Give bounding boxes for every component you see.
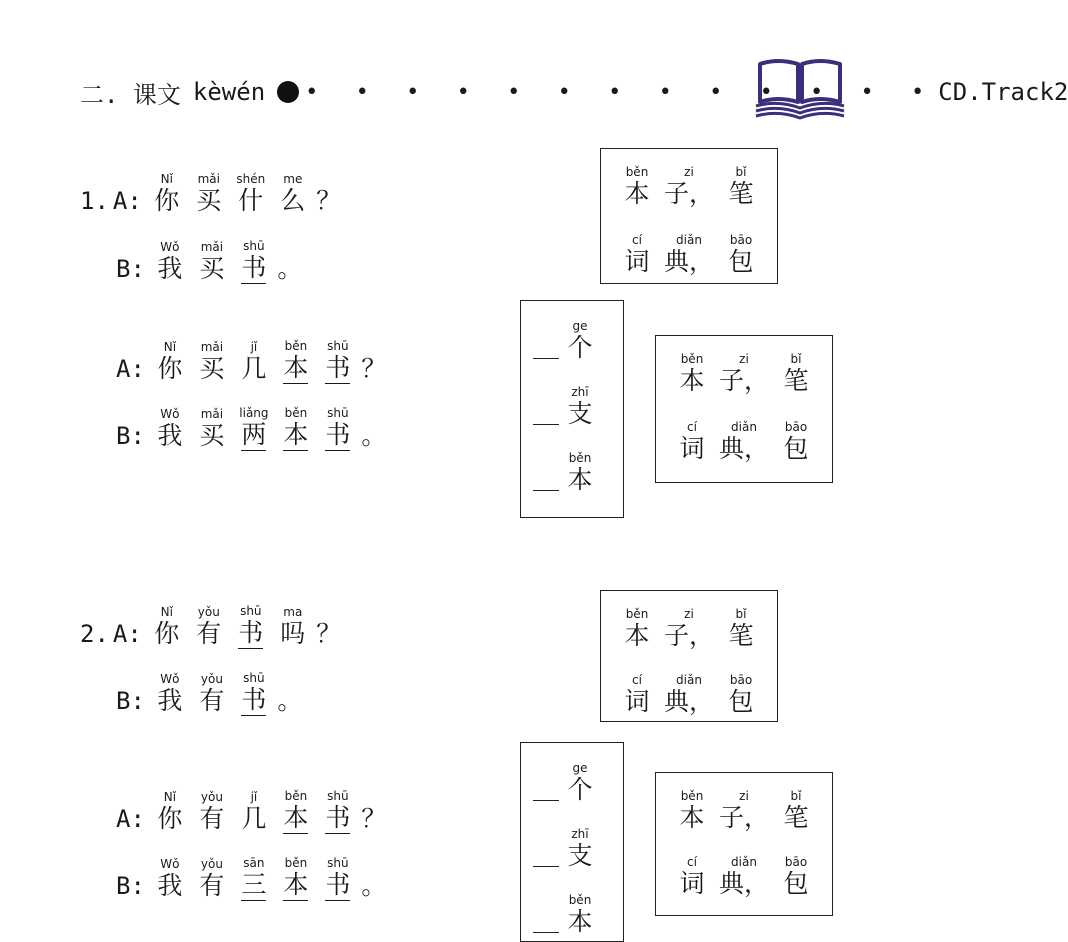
word-cell: cí 词: [624, 233, 650, 276]
char-cell: Wǒ 我: [157, 407, 183, 450]
word-cell: bāo 包: [728, 673, 754, 716]
dotted-leader: • • • • • • • • • • • • •: [305, 79, 937, 105]
dialogue-2-line-4: [116, 853, 389, 901]
measure-word-cell: běn 本: [567, 451, 593, 494]
blank-line: [533, 424, 559, 425]
word-cell: bǐ 笔: [728, 165, 754, 208]
blank-line: [533, 800, 559, 801]
word-cell: zi 子，: [664, 165, 715, 208]
punct-cell: 。: [277, 254, 303, 283]
blank-line: [533, 490, 559, 491]
dialogue-1-line-4: [116, 403, 389, 451]
char-cell: mǎi 买: [196, 172, 222, 215]
word-cell: cí 词: [679, 855, 705, 898]
bullet-icon: [277, 81, 299, 103]
word-cell: zi 子，: [664, 607, 715, 650]
open-book-icon: [752, 56, 848, 124]
speaker-label: A:: [112, 187, 142, 215]
word-cell: bǐ 笔: [783, 789, 809, 832]
char-cell: yǒu 有: [199, 790, 225, 833]
underlined-char-cell: liǎng 两: [239, 406, 269, 449]
word-cell: bǐ 笔: [728, 607, 754, 650]
underlined-char-cell: shū 书: [325, 856, 351, 899]
word-cell: zi 子，: [719, 352, 770, 395]
speaker-label: B:: [116, 872, 145, 900]
dialogue-2-line-2: [116, 668, 305, 716]
dialogue-1-line-2: [116, 236, 305, 284]
punct-cell: 。: [361, 421, 387, 450]
dialogue-number: 2.: [80, 620, 109, 648]
measure-word-cell: ge 个: [567, 761, 593, 804]
underlined-char-cell: běn 本: [283, 339, 309, 382]
word-cell: diǎn 典，: [719, 855, 770, 898]
underlined-char-cell: sān 三: [241, 856, 267, 899]
char-cell: jǐ 几: [241, 790, 267, 833]
punct-cell: ？: [316, 619, 342, 648]
dialogue-1-line-3: [116, 336, 389, 384]
measure-word-cell: běn 本: [567, 893, 593, 936]
section-title-pinyin: kèwén: [192, 78, 266, 106]
word-box: [655, 772, 833, 916]
word-cell: diǎn 典，: [664, 233, 715, 276]
word-cell: diǎn 典，: [664, 673, 715, 716]
word-cell: běn 本: [679, 352, 705, 395]
word-cell: běn 本: [679, 789, 705, 832]
measure-word-cell: zhī 支: [567, 385, 593, 428]
word-cell: běn 本: [624, 165, 650, 208]
underlined-char-cell: shū 书: [325, 789, 351, 832]
word-cell: cí 词: [679, 420, 705, 463]
dialogue-2-line-1: [80, 601, 344, 649]
blank-line: [533, 358, 559, 359]
section-title: 二. 课文: [80, 80, 181, 109]
underlined-char-cell: shū 书: [241, 239, 267, 282]
measure-word-cell: zhī 支: [567, 827, 593, 870]
measure-word-cell: ge 个: [567, 319, 593, 362]
word-cell: diǎn 典，: [719, 420, 770, 463]
char-cell: Nǐ 你: [154, 172, 180, 215]
underlined-char-cell: shū 书: [325, 339, 351, 382]
word-box: [655, 335, 833, 483]
measure-word-box: [520, 300, 624, 518]
word-cell: bāo 包: [783, 420, 809, 463]
blank-line: [533, 932, 559, 933]
char-cell: ma 吗: [280, 605, 306, 648]
word-cell: bǐ 笔: [783, 352, 809, 395]
char-cell: Nǐ 你: [157, 790, 183, 833]
underlined-char-cell: shū 书: [325, 406, 351, 449]
word-box: [600, 148, 778, 284]
underlined-char-cell: shū 书: [238, 604, 264, 647]
word-cell: cí 词: [624, 673, 650, 716]
measure-word-box: [520, 742, 624, 942]
underlined-char-cell: běn 本: [283, 789, 309, 832]
speaker-label: A:: [116, 355, 145, 383]
dialogue-1-line-1: [80, 168, 344, 216]
word-cell: zi 子，: [719, 789, 770, 832]
char-cell: me 么: [280, 172, 306, 215]
speaker-label: B:: [116, 255, 145, 283]
char-cell: jǐ 几: [241, 340, 267, 383]
underlined-char-cell: běn 本: [283, 856, 309, 899]
word-box: [600, 590, 778, 722]
dialogue-2-line-3: [116, 786, 389, 834]
char-cell: yǒu 有: [196, 605, 222, 648]
speaker-label: A:: [116, 805, 145, 833]
section-header: [80, 74, 1068, 110]
underlined-char-cell: běn 本: [283, 406, 309, 449]
char-cell: yǒu 有: [199, 857, 225, 900]
char-cell: mǎi 买: [199, 340, 225, 383]
char-cell: shén 什: [236, 172, 266, 215]
punct-cell: ？: [361, 804, 387, 833]
char-cell: yǒu 有: [199, 672, 225, 715]
speaker-label: B:: [116, 687, 145, 715]
speaker-label: A:: [112, 620, 142, 648]
punct-cell: ？: [316, 186, 342, 215]
char-cell: Wǒ 我: [157, 240, 183, 283]
speaker-label: B:: [116, 422, 145, 450]
char-cell: mǎi 买: [199, 240, 225, 283]
dialogue-number: 1.: [80, 187, 109, 215]
char-cell: Wǒ 我: [157, 857, 183, 900]
blank-line: [533, 866, 559, 867]
punct-cell: ？: [361, 354, 387, 383]
punct-cell: 。: [361, 871, 387, 900]
track-label: CD.Track2: [938, 78, 1068, 106]
char-cell: Wǒ 我: [157, 672, 183, 715]
word-cell: bāo 包: [783, 855, 809, 898]
underlined-char-cell: shū 书: [241, 671, 267, 714]
char-cell: Nǐ 你: [157, 340, 183, 383]
char-cell: Nǐ 你: [154, 605, 180, 648]
punct-cell: 。: [277, 686, 303, 715]
word-cell: bāo 包: [728, 233, 754, 276]
word-cell: běn 本: [624, 607, 650, 650]
char-cell: mǎi 买: [199, 407, 225, 450]
